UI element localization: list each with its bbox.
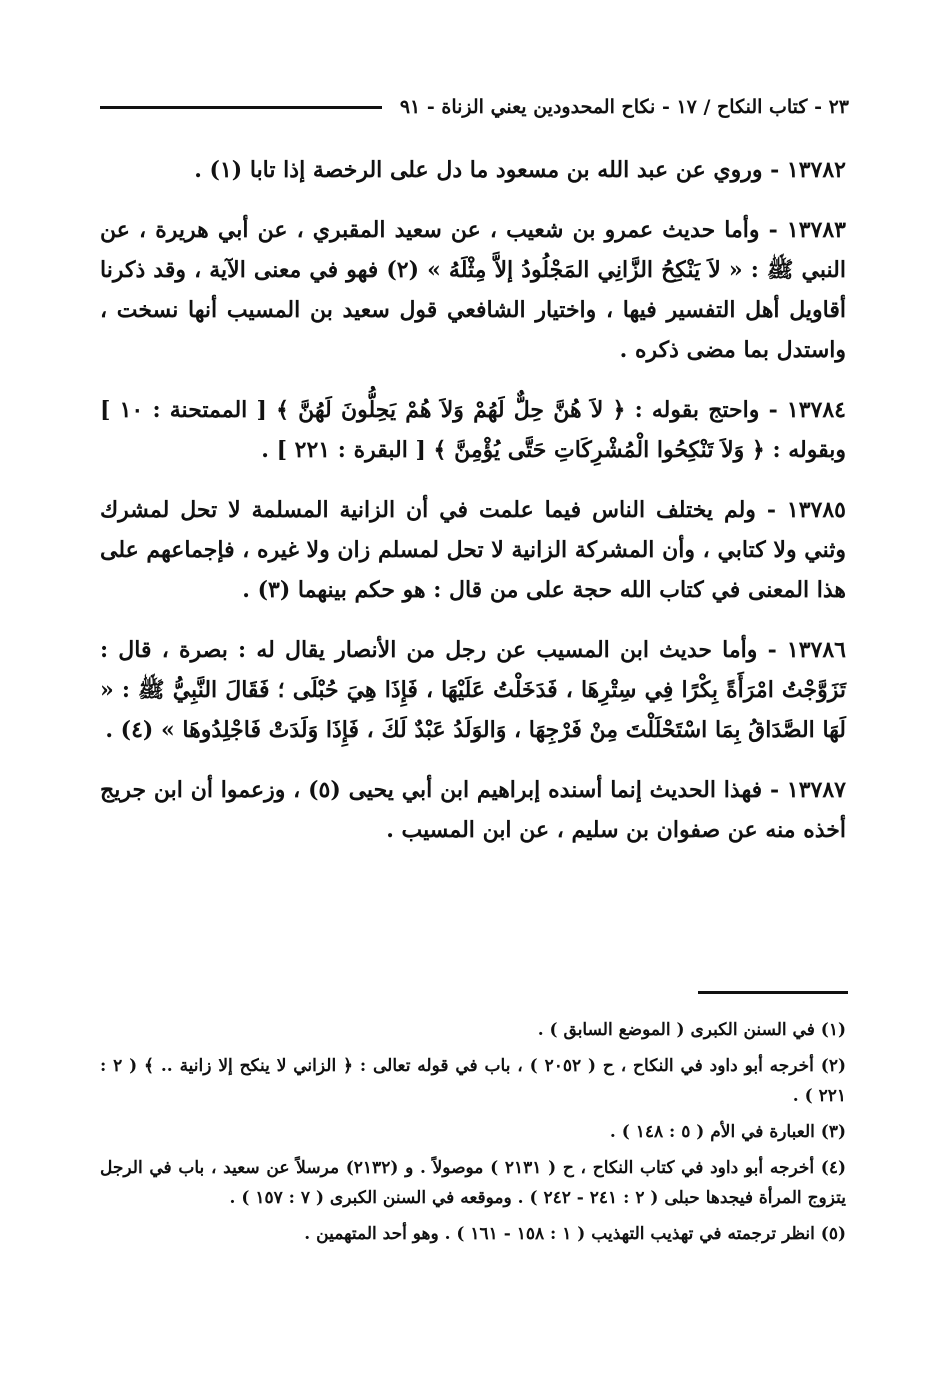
paragraph-text: - وروي عن عبد الله بن مسعود ما دل على الرخصة إذا تابا	[249, 157, 787, 183]
paragraph-text: - ولم يختلف الناس فيما علمت في أن الزانية المسلمة لا تحل لمشرك وثني ولا كتابي ، وأن المشركة الزانية لا تحل لمسلم زان ولا غيره ، فإجماعهم على هذا المعنى في كتاب الله حجة على من قال : هو حكم بينهما	[100, 497, 846, 603]
running-head-title: ٢٣ - كتاب النكاح / ١٧ - نكاح المحدودين يعني الزناة - ٩١	[399, 96, 849, 118]
paragraph-13783	[100, 210, 846, 370]
paragraph-number: ١٣٧٨٢	[786, 157, 846, 183]
paragraph-13784	[100, 390, 846, 470]
paragraph-number: ١٣٧٨٧	[786, 777, 846, 803]
footnote-separator	[698, 991, 848, 994]
paragraph-text: - وأما حديث عمرو بن شعيب ، عن سعيد المقبري ، عن أبي هريرة ، عن النبي ﷺ : « لاَ يَنْكِحُ الزَّانِي المَجْلُودُ إلاَّ مِثْلَهُ » (٢) فهو في معنى الآية ، وقد ذكرنا أقاويل أهل التفسير فيها ، واختيار الشافعي قول سعيد بن المسيب أنها نسخت ، واستدل بما مضى ذكره .	[100, 217, 846, 363]
footnote-2: (٢) أخرجه أبو داود في النكاح ، ح ( ٢٠٥٢ ) ، باب في قوله تعالى : ﴿ الزاني لا ينكح إلا زانية .. ﴾ ( ٢ : ٢٢١ ) .	[100, 1056, 846, 1106]
paragraph-13782	[100, 150, 846, 190]
paragraph-number: ١٣٧٨٥	[786, 497, 846, 523]
footnote-1: (١) في السنن الكبرى ( الموضع السابق ) .	[537, 1020, 846, 1040]
paragraph-13787	[100, 770, 846, 850]
header-rule	[100, 106, 382, 109]
footnote-ref: (٤) .	[105, 717, 161, 743]
paragraph-number: ١٣٧٨٦	[786, 637, 846, 663]
paragraph-text: - وأما حديث ابن المسيب عن رجل من الأنصار يقال له : بصرة ، قال : تَزَوَّجْتُ امْرَأَةً بِكْرًا فِي سِتْرِهَا ، فَدَخَلْتُ عَلَيْهَا ، فَإِذَا هِيَ حُبْلَى ؛ فَقَالَ النَّبِيُّ ﷺ : « لَهَا الصَّدَاقُ بِمَا اسْتَحْلَلْتَ مِنْ فَرْجِهَا ، وَالوَلَدُ عَبْدٌ لَكَ ، فَإِذَا وَلَدَتْ فَاجْلِدُوهَا »	[100, 637, 846, 743]
paragraph-13786	[100, 630, 846, 750]
paragraph-number: ١٣٧٨٤	[786, 397, 846, 423]
paragraph-13785	[100, 490, 846, 610]
footnote-ref: (٣) .	[242, 577, 298, 603]
footnote-ref: (١) .	[194, 157, 250, 183]
footnote-4: (٤) أخرجه أبو داود في كتاب النكاح ، ح ( ٢١٣١ ) موصولاً . و (٢١٣٢) مرسلاً عن سعيد ، باب في الرجل يتزوج المرأة فيجدها حبلى ( ٢ : ٢٤١ - ٢٤٢ ) . وموقعه في السنن الكبرى ( ٧ : ١٥٧ ) .	[100, 1158, 847, 1208]
running-header	[100, 96, 849, 118]
paragraph-text: - واحتج بقوله : ﴿ لاَ هُنَّ حِلٌّ لَهُمْ وَلاَ هُمْ يَحِلُّونَ لَهُنَّ ﴾ [ الممتحنة : ١٠ ] وبقوله : ﴿ وَلاَ تَنْكِحُوا الْمُشْرِكَاتِ حَتَّى يُؤْمِنَّ ﴾ [ البقرة : ٢٢١ ] .	[100, 397, 846, 463]
footnote-5: (٥) انظر ترجمته في تهذيب التهذيب ( ١ : ١٥٨ - ١٦١ ) . وهو أحد المتهمين .	[304, 1224, 846, 1244]
footnote-3: (٣) العبارة في الأم ( ٥ : ١٤٨ ) .	[609, 1122, 846, 1142]
footnotes	[100, 1015, 846, 1255]
main-text	[100, 150, 846, 870]
paragraph-number: ١٣٧٨٣	[786, 217, 846, 243]
paragraph-text: - فهذا الحديث إنما أسنده إبراهيم ابن أبي يحيى (٥) ، وزعموا أن ابن جريج أخذه منه عن صفوان بن سليم ، عن ابن المسيب .	[100, 777, 846, 843]
